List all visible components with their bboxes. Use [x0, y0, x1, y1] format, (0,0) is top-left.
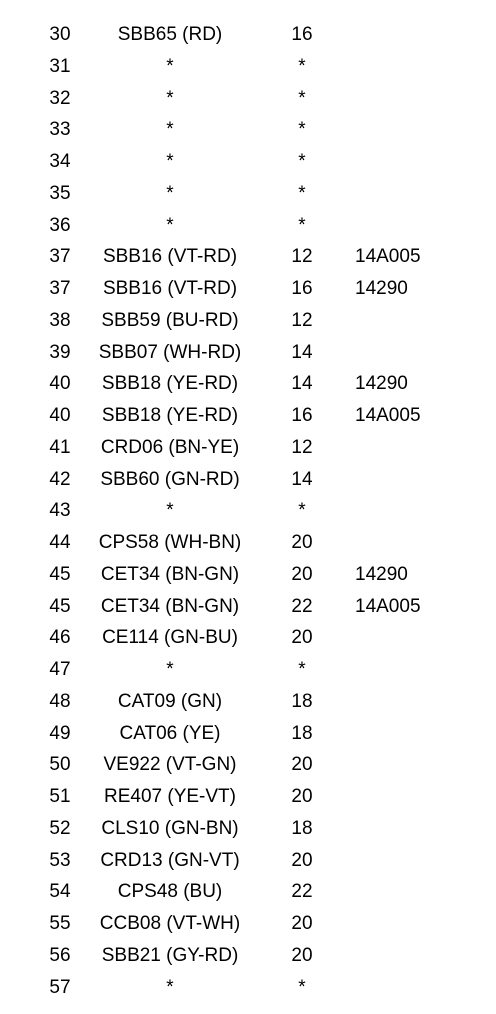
wire-gauge-cell: *: [298, 500, 306, 522]
circuit-color-cell: CAT09 (GN): [117, 690, 223, 712]
pin-number-cell: 40: [49, 405, 71, 426]
pin-number-cell: 53: [49, 849, 71, 871]
pin-number-cell: 37: [49, 246, 71, 268]
wire-gauge-cell: *: [298, 214, 306, 236]
table-row: [0, 19, 496, 51]
pin-number-cell: 50: [49, 754, 71, 776]
table-row: [0, 813, 496, 845]
circuit-color-cell: SBB18 (YE-RD): [101, 405, 239, 426]
pin-number-cell: 54: [49, 881, 71, 903]
circuit-color-cell: SBB65 (RD): [117, 24, 223, 45]
option-code-cell: 14290: [355, 563, 408, 585]
pin-number-cell: 44: [49, 532, 71, 553]
pin-number-cell: 46: [49, 627, 71, 649]
wire-gauge-cell: 16: [291, 24, 313, 45]
circuit-color-cell: RE407 (YE-VT): [104, 786, 236, 807]
wire-gauge-cell: 14: [291, 373, 313, 395]
table-row: [0, 749, 496, 781]
circuit-color-cell: VE922 (VT-GN): [103, 754, 237, 776]
connector-pinout-table: [0, 19, 496, 1003]
wire-gauge-cell: *: [298, 976, 306, 998]
pin-number-cell: 51: [49, 786, 71, 807]
wire-gauge-cell: *: [298, 182, 306, 204]
table-row: [0, 781, 496, 813]
circuit-color-cell: *: [166, 119, 174, 141]
wire-gauge-cell: 20: [291, 532, 313, 553]
circuit-color-cell: CPS48 (BU): [117, 881, 223, 903]
pin-number-cell: 32: [49, 87, 71, 109]
pin-number-cell: 49: [49, 722, 71, 744]
wire-gauge-cell: *: [298, 151, 306, 172]
circuit-color-cell: SBB21 (GY-RD): [101, 944, 239, 966]
circuit-color-cell: *: [166, 976, 174, 998]
table-row: [0, 178, 496, 210]
table-row: [0, 495, 496, 527]
wire-gauge-cell: 12: [291, 246, 313, 268]
pin-number-cell: 37: [49, 278, 71, 299]
table-row: [0, 972, 496, 1004]
wire-gauge-cell: *: [298, 87, 306, 109]
circuit-color-cell: *: [166, 55, 174, 77]
wire-gauge-cell: 12: [291, 309, 313, 331]
circuit-color-cell: *: [166, 214, 174, 236]
pin-number-cell: 55: [49, 913, 71, 934]
table-row: [0, 622, 496, 654]
pin-number-cell: 40: [49, 373, 71, 395]
pin-number-cell: 47: [49, 659, 71, 680]
table-row: [0, 718, 496, 750]
table-row: [0, 368, 496, 400]
table-row: [0, 940, 496, 972]
circuit-color-cell: *: [166, 659, 174, 680]
wire-gauge-cell: *: [298, 659, 306, 680]
table-row: [0, 400, 496, 432]
pin-number-cell: 45: [49, 595, 71, 617]
pin-number-cell: 30: [49, 24, 71, 45]
table-row: [0, 559, 496, 591]
pin-number-cell: 38: [49, 309, 71, 331]
table-row: [0, 432, 496, 464]
table-row: [0, 337, 496, 369]
wire-gauge-cell: 20: [291, 913, 313, 934]
wire-gauge-cell: 18: [291, 722, 313, 744]
circuit-color-cell: SBB16 (VT-RD): [102, 278, 238, 299]
wire-gauge-cell: *: [298, 119, 306, 141]
wire-gauge-cell: 18: [291, 817, 313, 839]
circuit-color-cell: CAT06 (YE): [119, 722, 221, 744]
option-code-cell: 14290: [355, 278, 408, 299]
circuit-color-cell: CRD13 (GN-VT): [100, 849, 240, 871]
pin-number-cell: 52: [49, 817, 71, 839]
pin-number-cell: 36: [49, 214, 71, 236]
table-row: [0, 908, 496, 940]
wire-gauge-cell: 20: [291, 627, 313, 649]
wire-gauge-cell: 14: [291, 468, 313, 490]
circuit-color-cell: SBB59 (BU-RD): [101, 309, 239, 331]
wire-gauge-cell: 20: [291, 786, 313, 807]
table-row: [0, 654, 496, 686]
pin-number-cell: 34: [49, 151, 71, 172]
table-row: [0, 845, 496, 877]
wire-gauge-cell: 22: [291, 595, 313, 617]
wire-gauge-cell: 12: [291, 436, 313, 458]
circuit-color-cell: CCB08 (VT-WH): [99, 913, 241, 934]
circuit-color-cell: *: [166, 182, 174, 204]
pin-number-cell: 56: [49, 944, 71, 966]
option-code-cell: 14A005: [355, 246, 421, 268]
table-row: [0, 305, 496, 337]
table-row: [0, 591, 496, 623]
table-row: [0, 51, 496, 83]
pin-number-cell: 33: [49, 119, 71, 141]
pin-number-cell: 31: [49, 55, 71, 77]
pin-number-cell: 42: [49, 468, 71, 490]
circuit-color-cell: SBB16 (VT-RD): [102, 246, 238, 268]
wire-gauge-cell: 16: [291, 278, 313, 299]
pin-number-cell: 35: [49, 182, 71, 204]
pin-number-cell: 39: [49, 341, 71, 363]
wire-gauge-cell: 20: [291, 754, 313, 776]
wire-gauge-cell: 20: [291, 563, 313, 585]
circuit-color-cell: SBB18 (YE-RD): [101, 373, 239, 395]
table-row: [0, 686, 496, 718]
wire-gauge-cell: 18: [291, 690, 313, 712]
circuit-color-cell: SBB07 (WH-RD): [98, 341, 242, 363]
option-code-cell: 14290: [355, 373, 408, 395]
wire-gauge-cell: 20: [291, 849, 313, 871]
circuit-color-cell: CLS10 (GN-BN): [101, 817, 239, 839]
table-row: [0, 273, 496, 305]
wire-gauge-cell: 16: [291, 405, 313, 426]
circuit-color-cell: SBB60 (GN-RD): [100, 468, 240, 490]
wire-gauge-cell: 14: [291, 341, 313, 363]
option-code-cell: 14A005: [355, 405, 421, 426]
circuit-color-cell: CRD06 (BN-YE): [100, 436, 240, 458]
circuit-color-cell: CPS58 (WH-BN): [98, 532, 242, 553]
circuit-color-cell: CET34 (BN-GN): [100, 563, 240, 585]
table-row: [0, 146, 496, 178]
circuit-color-cell: *: [166, 87, 174, 109]
wire-gauge-cell: 20: [291, 944, 313, 966]
circuit-color-cell: *: [166, 151, 174, 172]
circuit-color-cell: *: [166, 500, 174, 522]
table-row: [0, 876, 496, 908]
wire-gauge-cell: *: [298, 55, 306, 77]
circuit-color-cell: CE114 (GN-BU): [102, 627, 238, 649]
table-row: [0, 210, 496, 242]
pin-number-cell: 48: [49, 690, 71, 712]
table-row: [0, 527, 496, 559]
table-row: [0, 83, 496, 115]
pin-number-cell: 57: [49, 976, 71, 998]
wire-gauge-cell: 22: [291, 881, 313, 903]
pin-number-cell: 45: [49, 563, 71, 585]
option-code-cell: 14A005: [355, 595, 421, 617]
table-row: [0, 114, 496, 146]
table-row: [0, 464, 496, 496]
pin-number-cell: 43: [49, 500, 71, 522]
pin-number-cell: 41: [49, 436, 71, 458]
table-row: [0, 241, 496, 273]
circuit-color-cell: CET34 (BN-GN): [100, 595, 240, 617]
